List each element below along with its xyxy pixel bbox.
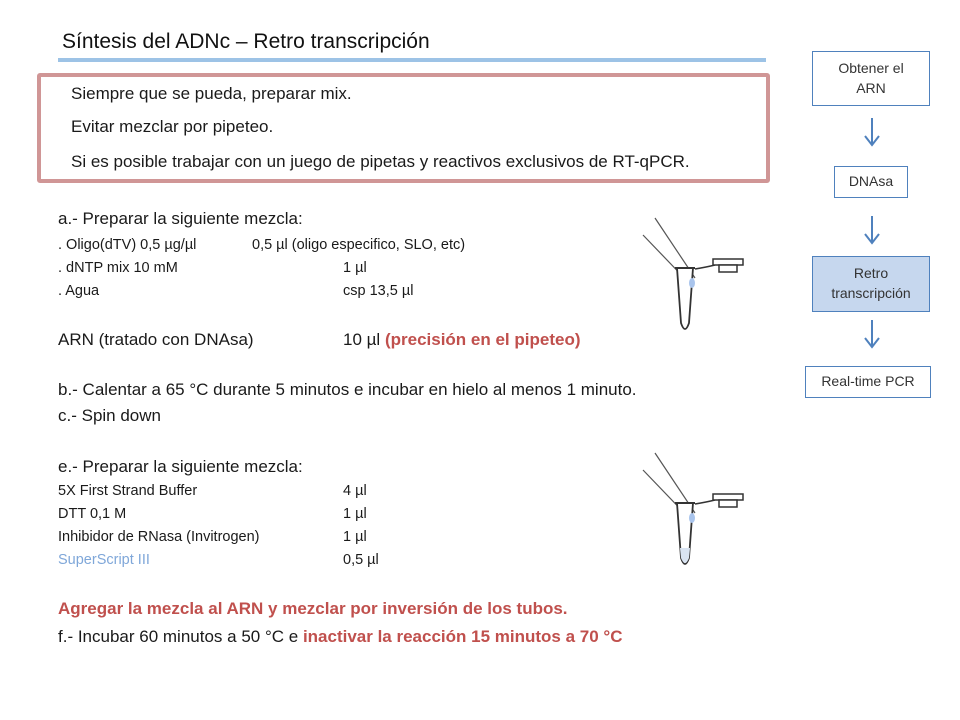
note-2: Evitar mezclar por pipeteo.: [71, 117, 274, 136]
arrow-down-icon: [862, 320, 882, 350]
title-underline: [58, 58, 766, 62]
flow-step-1-line1: Obtener el: [838, 59, 904, 76]
page-title: Síntesis del ADNc – Retro transcripción: [62, 30, 430, 53]
step-a-amount-3: csp 13,5 µl: [343, 283, 414, 299]
arn-amount-line: [343, 330, 581, 350]
step-c: c.- Spin down: [58, 406, 161, 425]
step-e-amount-1: 4 µl: [343, 483, 367, 499]
flow-step-retro-transcripcion: [812, 256, 930, 312]
step-f-highlight: inactivar la reacción 15 minutos a 70 °C: [302, 627, 623, 646]
step-e-amount-4: 0,5 µl: [343, 552, 379, 568]
flow-step-obtener-arn: [812, 51, 930, 106]
step-e-item-3: Inhibidor de RNasa (Invitrogen): [58, 529, 260, 545]
flow-step-2-label: DNAsa: [848, 173, 894, 190]
step-e-item-4: SuperScript III: [58, 552, 150, 568]
flow-step-real-time-pcr: [805, 366, 931, 398]
tube-pipette-illustration-2: [625, 448, 760, 578]
tube-pipette-illustration-1: [625, 213, 760, 343]
step-e-heading: e.- Preparar la siguiente mezcla:: [58, 457, 303, 476]
flow-step-dnasa: [834, 166, 908, 198]
note-3: Si es posible trabajar con un juego de pipetas y reactivos exclusivos de RT-qPCR.: [71, 152, 690, 171]
step-a-item-2: . dNTP mix 10 mM: [58, 260, 178, 276]
step-a-amount-1: 0,5 µl (oligo especifico, SLO, etc): [252, 237, 466, 253]
arrow-down-icon: [862, 118, 882, 148]
flow-step-4-label: Real-time PCR: [821, 373, 915, 390]
step-f-text: f.- Incubar 60 minutos a 50 °C e: [58, 627, 303, 646]
note-1: Siempre que se pueda, preparar mix.: [71, 84, 352, 103]
step-a-amount-2: 1 µl: [343, 260, 367, 276]
step-e-amount-3: 1 µl: [343, 529, 367, 545]
arrow-down-icon: [862, 216, 882, 246]
step-a-item-3: . Agua: [58, 283, 100, 299]
step-e-item-2: DTT 0,1 M: [58, 506, 127, 522]
step-e-item-1: 5X First Strand Buffer: [58, 483, 198, 499]
step-f: [58, 627, 622, 647]
flow-step-3-line1: Retro: [853, 265, 889, 282]
step-a-item-1: . Oligo(dTV) 0,5 µg/µl: [58, 237, 197, 253]
flow-step-3-line2: transcripción: [831, 285, 911, 301]
step-b: b.- Calentar a 65 °C durante 5 minutos e incubar en hielo al menos 1 minuto.: [58, 380, 637, 399]
flow-step-1-line2: ARN: [856, 79, 886, 96]
add-mix-instruction: Agregar la mezcla al ARN y mezclar por inversión de los tubos.: [58, 599, 568, 618]
arn-note: (precisión en el pipeteo): [384, 330, 581, 349]
step-e-amount-2: 1 µl: [343, 506, 367, 522]
step-a-heading: a.- Preparar la siguiente mezcla:: [58, 209, 303, 228]
arn-amount: 10 µl: [343, 330, 381, 349]
arn-label: ARN (tratado con DNAsa): [58, 330, 254, 349]
